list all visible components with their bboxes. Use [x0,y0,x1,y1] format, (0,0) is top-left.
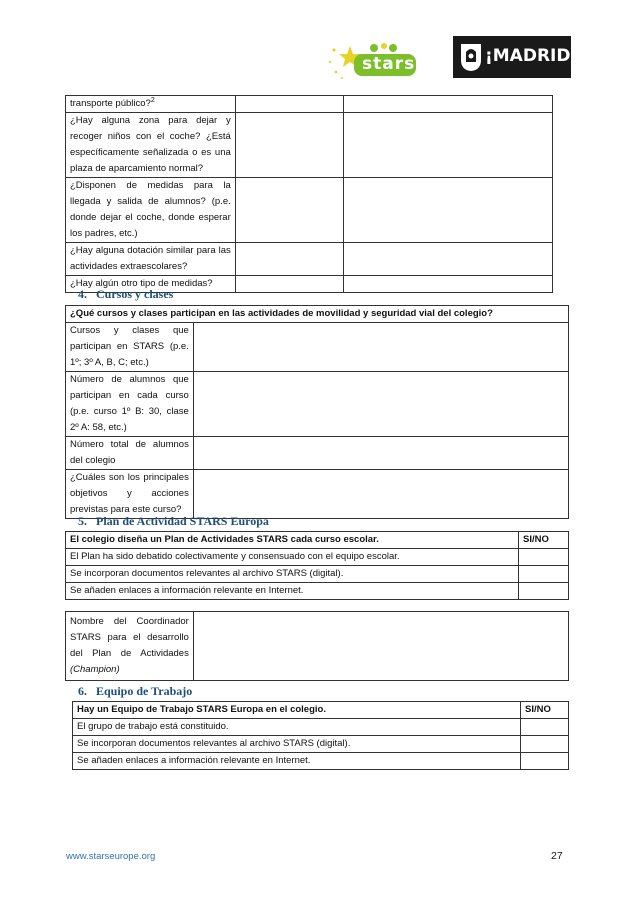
madrid-logo-text: ¡MADRID! [485,46,579,66]
row-label: Se incorporan documentos relevantes al archivo STARS (digital). [66,566,519,583]
answer-cell[interactable] [193,470,568,519]
table-row [66,470,569,519]
page-number: 27 [551,850,563,862]
table-row [66,549,569,566]
answer-cell[interactable] [235,178,343,243]
coordinator-table [65,611,569,681]
section-4-heading: 4. Cursos y clases [78,287,174,301]
row-label: Se incorporan documentos relevantes al archivo STARS (digital). [73,736,521,753]
table-row [73,753,569,770]
table-row [66,566,569,583]
stars-logo-text: stars [362,54,416,74]
row-label: ¿Disponen de medidas para la llegada y salida de alumnos? (p.e. donde dejar el coche, donde esperar los padres, etc.) [66,178,236,243]
section-5-heading: 5. Plan de Actividad STARS Europa [78,514,269,528]
answer-cell[interactable] [343,243,553,276]
row-label: Se añaden enlaces a información relevante en Internet. [66,583,519,600]
row-label: El Plan ha sido debatido colectivamente y consensuado con el equipo escolar. [66,549,519,566]
row-label: ¿Hay alguna zona para dejar y recoger niños con el coche? ¿Está específicamente señalizada o es una plaza de aparcamiento normal? [66,113,236,178]
answer-cell[interactable] [235,276,343,293]
answer-cell[interactable] [343,178,553,243]
table-row [66,323,569,372]
table-row [66,243,553,276]
yesno-cell[interactable] [521,753,569,770]
table-header: ¿Qué cursos y clases participan en las actividades de movilidad y seguridad vial del colegio? [66,306,569,323]
footer-url-link[interactable]: www.starseurope.org [66,851,156,862]
table-row [66,96,553,113]
courses-table [65,305,569,519]
yesno-cell[interactable] [519,583,569,600]
yesno-header: SI/NO [521,702,569,719]
answer-cell[interactable] [193,437,568,470]
stars-logo [326,36,422,84]
table-row [66,583,569,600]
answer-cell[interactable] [235,113,343,178]
coordinator-label-cell [66,612,194,681]
row-label: El grupo de trabajo está constituido. [73,719,521,736]
yesno-cell[interactable] [521,736,569,753]
activity-plan-table [65,531,569,600]
table-row [66,437,569,470]
row-label: ¿Hay algún otro tipo de medidas? [66,276,236,293]
row-label: ¿Hay alguna dotación similar para las actividades extraescolares? [66,243,236,276]
section-6-heading: 6. Equipo de Trabajo [78,684,193,698]
yesno-cell[interactable] [519,549,569,566]
answer-cell[interactable] [343,113,553,178]
work-team-table [72,701,569,770]
yesno-cell[interactable] [521,719,569,736]
table-header-row [66,532,569,549]
table-header: Hay un Equipo de Trabajo STARS Europa en el colegio. [73,702,521,719]
row-label: Se añaden enlaces a información relevante en Internet. [73,753,521,770]
answer-cell[interactable] [193,323,568,372]
row-label: transporte público?$^2$ [66,96,236,113]
table-header-row [66,306,569,323]
madrid-logo [453,36,579,78]
coordinator-name-field[interactable] [193,612,568,681]
row-label: Cursos y clases que participan en STARS (p.e. 1º; 3º A, B, C; etc.) [66,323,194,372]
row-label: Número de alumnos que participan en cada curso (p.e. curso 1º B: 30, clase 2º A: 58, etc.) [66,372,194,437]
coordinator-label: Nombre del Coordinador STARS para el desarrollo del Plan de Actividades [70,616,189,659]
table-row [73,719,569,736]
answer-cell[interactable] [193,372,568,437]
table-header: El colegio diseña un Plan de Actividades STARS cada curso escolar. [66,532,519,549]
table-row [66,113,553,178]
row-label: Número total de alumnos del colegio [66,437,194,470]
answer-cell[interactable] [343,276,553,293]
madrid-crest-icon [459,42,483,72]
table-row [66,178,553,243]
table-row [66,372,569,437]
table-row [66,612,569,681]
answer-cell[interactable] [343,96,553,113]
table-header-row [73,702,569,719]
coordinator-note: (Champion) [70,664,120,675]
answer-cell[interactable] [235,243,343,276]
answer-cell[interactable] [235,96,343,113]
transport-measures-table [65,95,553,293]
yesno-cell[interactable] [519,566,569,583]
table-row [73,736,569,753]
footnote-ref: 2 [150,96,155,104]
row-label: ¿Cuáles son los principales objetivos y acciones previstas para este curso? [66,470,194,519]
yesno-header: SI/NO [519,532,569,549]
